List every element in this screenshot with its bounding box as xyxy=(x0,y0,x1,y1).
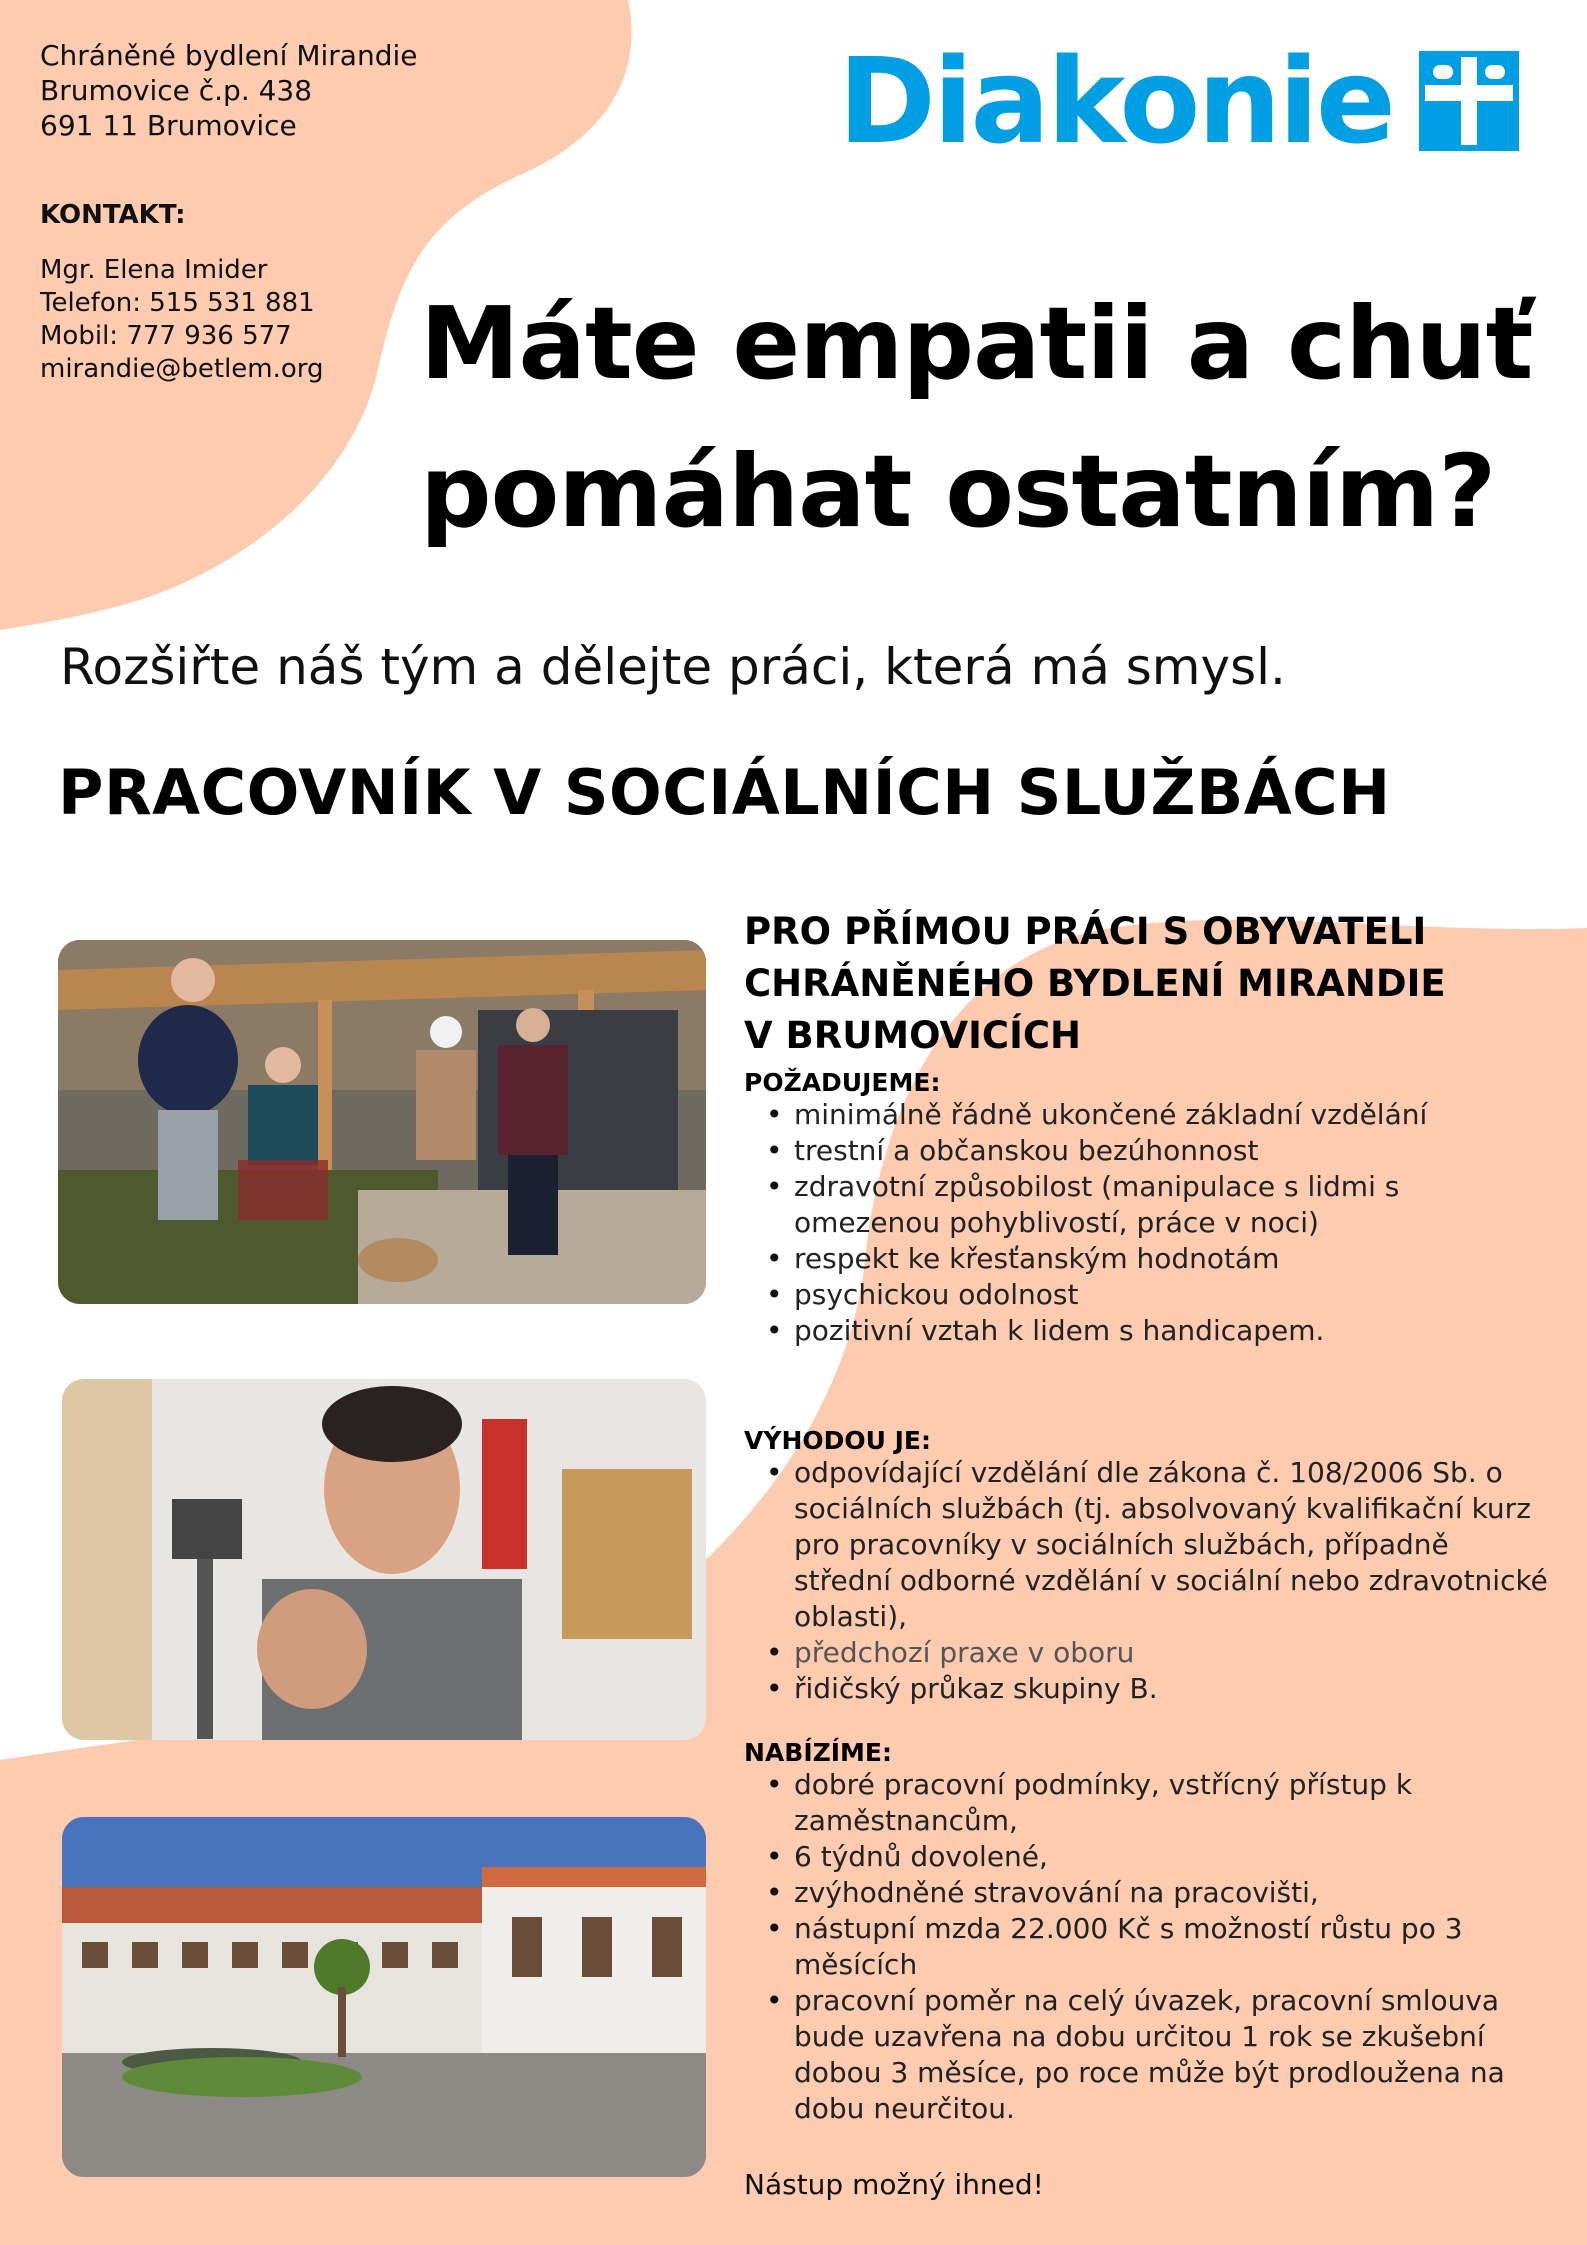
closing-note: Nástup možný ihned! xyxy=(744,2168,1044,2201)
contact-label: KONTAKT: xyxy=(40,200,186,230)
list-item: • zvýhodněné stravování na pracovišti, xyxy=(744,1875,1554,1911)
list-item: • řidičský průkaz skupiny B. xyxy=(744,1671,1554,1707)
subheadline: Rozšiřte náš tým a dělejte práci, která má smysl. xyxy=(60,638,1286,696)
section-heading-line: V BRUMOVICÍCH xyxy=(744,1014,1081,1057)
diakonie-logo xyxy=(838,32,1550,170)
contact-mobile: Mobil: 777 936 577 xyxy=(40,321,292,351)
photo-man-in-workshop xyxy=(62,1379,706,1740)
section-heading-line: CHRÁNĚNÉHO BYDLENÍ MIRANDIE xyxy=(744,962,1446,1005)
section-heading-line: PRO PŘÍMOU PRÁCI S OBYVATELI xyxy=(744,910,1427,953)
diakonie-cross-icon xyxy=(1419,51,1519,151)
list-item: • dobré pracovní podmínky, vstřícný přístup k zaměstnancům, xyxy=(744,1767,1554,1839)
section-heading xyxy=(744,906,1554,1062)
list-item: • minimálně řádně ukončené základní vzdělání xyxy=(744,1097,1554,1133)
list-item: • odpovídající vzdělání dle zákona č. 108/2006 Sb. o sociálních službách (tj. absolvovaný kvalifikační kurz pro pracovníky v sociálních službách, případně střední odborné vzdělání v sociální nebo zdravotnické oblasti), xyxy=(744,1455,1554,1635)
headline-line: pomáhat ostatním? xyxy=(420,433,1496,550)
list-item: • respekt ke křesťanským hodnotám xyxy=(744,1241,1554,1277)
address-block xyxy=(40,38,418,143)
contact-email: mirandie@betlem.org xyxy=(40,354,324,384)
job-title: PRACOVNÍK V SOCIÁLNÍCH SLUŽBÁCH xyxy=(58,756,1391,829)
list-item: • předchozí praxe v oboru xyxy=(744,1635,1554,1671)
advantages-list xyxy=(744,1455,1554,1707)
offer-section xyxy=(744,1738,1554,2127)
list-item: • nástupní mzda 22.000 Kč s možností růstu po 3 měsících xyxy=(744,1911,1554,1983)
address-line: Chráněné bydlení Mirandie xyxy=(40,39,418,72)
advantages-section xyxy=(744,1426,1554,1707)
requirements-label: POŽADUJEME: xyxy=(744,1068,941,1097)
photo-courtyard-building xyxy=(62,1817,706,2177)
list-item: • pracovní poměr na celý úvazek, pracovní smlouva bude uzavřena na dobu určitou 1 rok se zkušební dobou 3 měsíce, po roce může být prodloužena na dobu neurčitou. xyxy=(744,1983,1554,2127)
contact-phone: Telefon: 515 531 881 xyxy=(40,288,315,318)
requirements-list xyxy=(744,1097,1554,1349)
contact-block xyxy=(40,254,324,386)
offer-label: NABÍZÍME: xyxy=(744,1738,893,1767)
headline-line: Máte empatii a chuť xyxy=(420,285,1533,402)
list-item: • pozitivní vztah k lidem s handicapem. xyxy=(744,1313,1554,1349)
list-item: • psychickou odolnost xyxy=(744,1277,1554,1313)
photo-residents-with-dog xyxy=(58,940,706,1304)
requirements-section xyxy=(744,1068,1554,1349)
offer-list xyxy=(744,1767,1554,2127)
list-item: • 6 týdnů dovolené, xyxy=(744,1839,1554,1875)
address-line: 691 11 Brumovice xyxy=(40,109,297,142)
headline xyxy=(420,270,1560,566)
contact-name: Mgr. Elena Imider xyxy=(40,255,268,285)
logo-wordmark: Diakonie xyxy=(838,32,1393,170)
list-item: • zdravotní způsobilost (manipulace s lidmi s omezenou pohyblivostí, práce v noci) xyxy=(744,1169,1554,1241)
advantages-label: VÝHODOU JE: xyxy=(744,1426,932,1455)
address-line: Brumovice č.p. 438 xyxy=(40,74,313,107)
list-item: • trestní a občanskou bezúhonnost xyxy=(744,1133,1554,1169)
